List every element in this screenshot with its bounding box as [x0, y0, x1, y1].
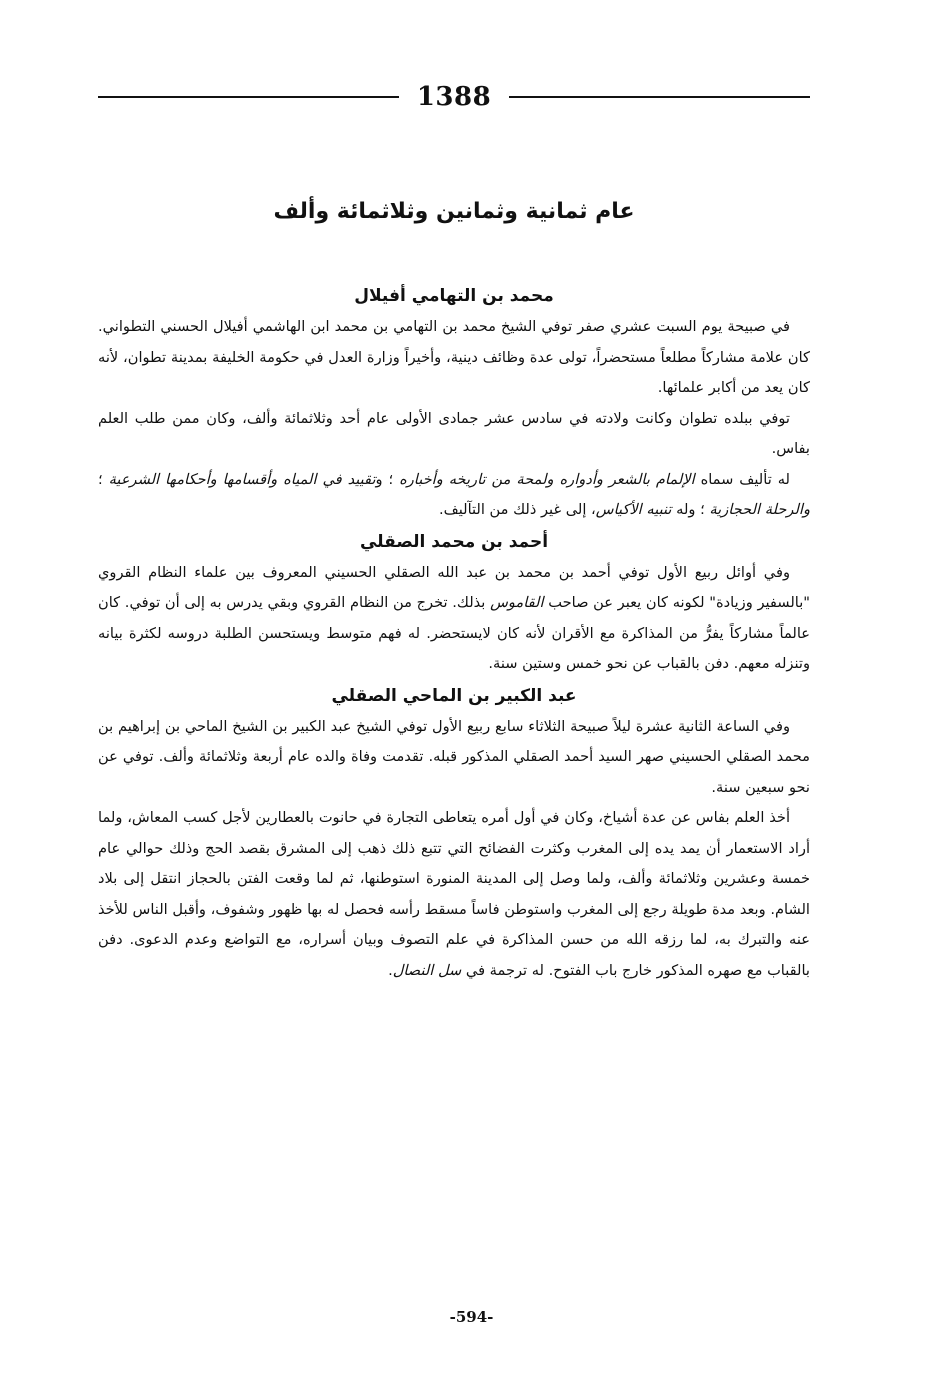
- paragraph: [98, 404, 810, 465]
- paragraph-text: بذلك. تخرج من النظام القروي وبقي يدرس به إلى أن توفي. كان عالماً مشاركاً يفرُّ من المذاكرة مع الأقران لأنه كان لايستحضر. له فهم متوسط ويستحسن الطلبة دروسه لكثرة بيانه وتنزله معهم. دفن بالقباب عن نحو خمس وستين سنة.: [98, 594, 810, 672]
- text-block: [98, 280, 810, 986]
- chapter-title: عام ثمانية وثمانين وثلاثمائة وألف: [273, 199, 635, 224]
- paragraph: [98, 558, 810, 680]
- book-title: تنبيه الأكياس: [595, 501, 672, 518]
- paragraph-text: وفي الساعة الثانية عشرة ليلاً صبيحة الثلاثاء سابع ربيع الأول توفي الشيخ عبد الكبير بن الشيخ الماحي بن إبراهيم بن محمد الصقلي الحسيني صهر السيد أحمد الصقلي المذكور قبله. تقدمت وفاة والده عام أربعة وثلاثمائة وألف. توفي عن نحو سبعين سنة.: [98, 717, 810, 796]
- book-title: والرحلة الحجازية: [709, 501, 810, 518]
- person-heading: عبد الكبير بن الماحي الصقلي: [331, 685, 577, 706]
- header-rule-left: [98, 96, 399, 98]
- book-title: سل النصال: [392, 961, 462, 979]
- paragraph-text: ، إلى غير ذلك من التآليف.: [438, 501, 596, 518]
- paragraph-text: أخذ العلم بفاس عن عدة أشياخ، وكان في أول أمره يتعاطى التجارة في حانوت بالعطارين لأجل كسب المعاش، ولما أراد الاستعمار أن يمد يده إلى المغرب وكثرت الفضائح التي تتبع ذلك ذهب إلى المشرق بقصد الحج وذلك حوالي عام خمسة وعشرين وثلاثمائة وألف، ولما وصل إلى المدينة المنورة استوطنها، ثم لما وقعت الفتن بالحجاز انتقل إلى بلاد الشام. وبعد مدة طويلة رجع إلى المغرب واستوطن فاساً مسقط رأسه فحصل له بها ظهور وشفوف، وأقبل الناس للأخذ عنه والتبرك به، لما رزقه الله من حسن المذاكرة في علم التصوف وبيان أسراره، مع التواضع وعدم الدعوى. دفن بالقباب مع صهره المذكور خارج باب الفتوح. له ترجمة في: [98, 809, 810, 979]
- book-title: تقييد في المياه وأقسامها وأحكامها الشرعية: [108, 470, 376, 488]
- paragraph: [98, 312, 810, 404]
- paragraph-text: وفي أوائل ربيع الأول توفي أحمد بن محمد بن عبد الله الصقلي الحسيني المعروف بين علماء النظام القروي "بالسفير وزيادة" لكونه كان يعبر عن صاحب: [98, 563, 810, 611]
- paragraph-text: .: [388, 961, 393, 979]
- entry-abdelkebir-seqalli: [98, 680, 810, 987]
- book-title: الإلمام بالشعر وأدواره ولمحة من تاريخه وأخباره: [399, 470, 695, 488]
- entry-ahmed-seqalli: [98, 526, 810, 680]
- paragraph-text: ؛ وله: [671, 501, 710, 518]
- page-header: [98, 80, 810, 114]
- entry-mohamed-afilal: [98, 280, 810, 526]
- paragraph: [98, 803, 810, 986]
- person-heading: محمد بن التهامي أفيلال: [354, 286, 554, 306]
- paragraph: [98, 465, 810, 526]
- page-number: -594-: [449, 1308, 494, 1326]
- paragraph-text: ؛ و: [375, 470, 400, 488]
- year-number: 1388: [416, 82, 492, 112]
- book-title: القاموس: [490, 594, 544, 611]
- paragraph: [98, 712, 810, 804]
- paragraph-text: ؛: [98, 470, 109, 488]
- paragraph-text: له تأليف سماه: [694, 470, 790, 488]
- paragraph-text: توفي ببلده تطوان وكانت ولادته في سادس عشر جمادى الأولى عام أحد وثلاثمائة وألف، وكان ممن طلب العلم بفاس.: [98, 409, 810, 457]
- paragraph-text: في صبيحة يوم السبت عشري صفر توفي الشيخ محمد بن التهامي بن محمد ابن الهاشمي أفيلال الحسني التطواني. كان علامة مشاركاً مطلعاً مستحضراً، تولى عدة وظائف دينية، وأخيراً وزارة العدل في حكومة الخليفة بمدينة تطوان، لأنه كان يعد من أكابر علمائها.: [98, 318, 810, 396]
- person-heading: أحمد بن محمد الصقلي: [359, 531, 549, 552]
- header-rule-right: [509, 96, 810, 98]
